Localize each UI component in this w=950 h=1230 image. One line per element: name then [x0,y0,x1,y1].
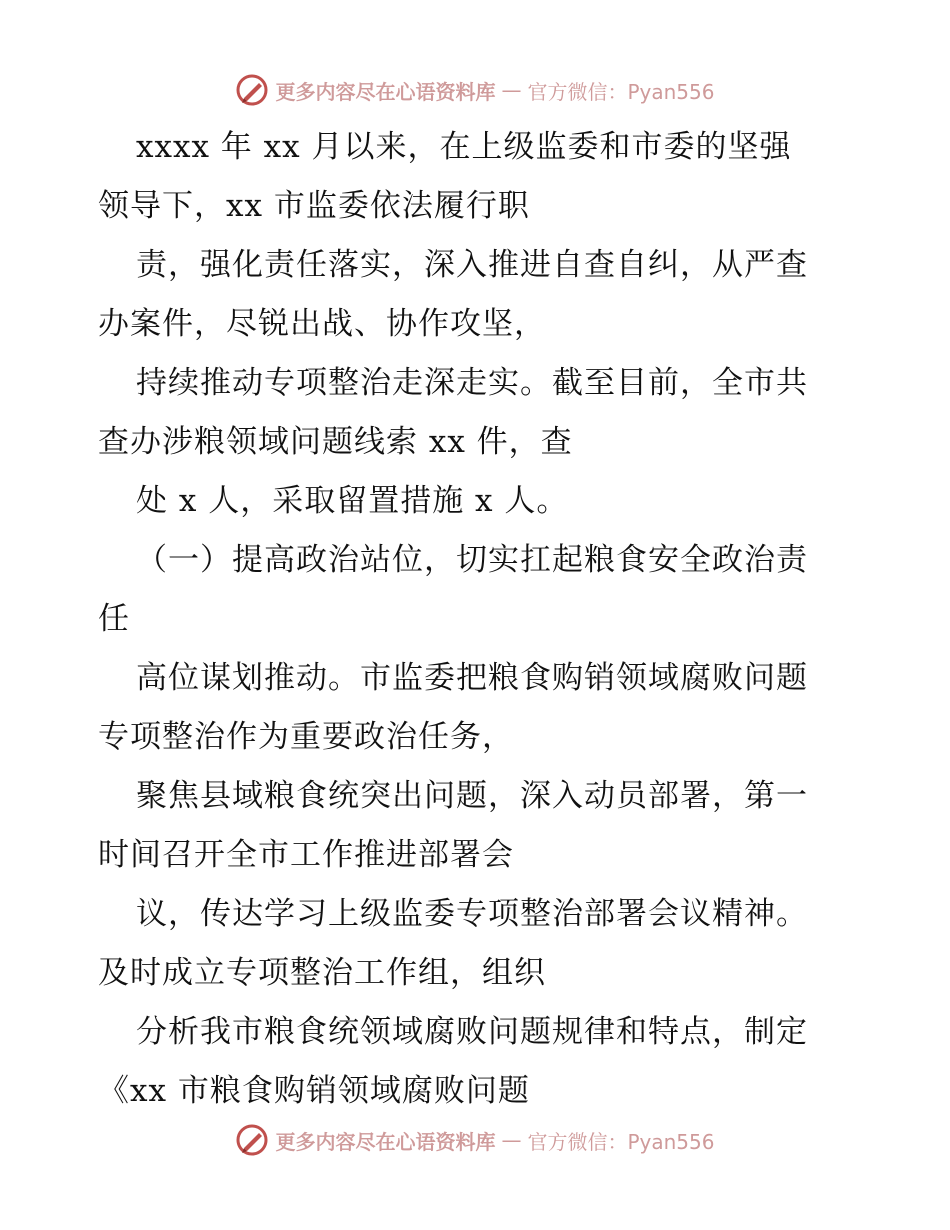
watermark-wechat-text: 官方微信：Pyan556 [527,79,715,104]
paragraph-line: xxxx 年 xx 月以来，在上级监委和市委的坚强 [136,129,792,165]
header-watermark [0,70,950,110]
footer-watermark [0,1120,950,1160]
document-body [98,118,858,1121]
pen-logo-icon [235,73,269,107]
pen-logo-icon [235,1123,269,1157]
paragraph-line: 查办涉粮领域问题线索 xx 件，查 [98,424,573,460]
paragraph-line: 办案件，尽锐出战、协作攻坚， [98,306,546,342]
paragraph-line: 处 x 人，采取留置措施 x 人。 [136,483,569,519]
paragraph-line: 聚焦县域粮食统突出问题，深入动员部署，第一 [136,778,808,814]
paragraph-line: 专项整治作为重要政治任务， [98,719,514,755]
paragraph-line: 议，传达学习上级监委专项整治部署会议精神。 [136,896,808,932]
paragraph-line: 《xx 市粮食购销领域腐败问题 [98,1073,530,1109]
section-heading-line: （一）提高政治站位，切实扛起粮食安全政治责 [136,542,808,578]
paragraph-line: 时间召开全市工作推进部署会 [98,837,514,873]
watermark-wechat-text: 官方微信：Pyan556 [527,1129,715,1154]
paragraph-line: 领导下，xx 市监委依法履行职 [98,188,530,224]
watermark-dash: — [501,78,522,102]
paragraph-line: 持续推动专项整治走深走实。截至目前，全市共 [136,365,808,401]
watermark-site-text: 更多内容尽在心语资料库 [275,79,496,104]
section-heading-line: 任 [98,601,130,637]
paragraph-line: 分析我市粮食统领域腐败问题规律和特点，制定 [136,1014,808,1050]
paragraph-line: 责，强化责任落实，深入推进自查自纠，从严查 [136,247,808,283]
paragraph-line: 及时成立专项整治工作组，组织 [98,955,546,991]
paragraph-line: 高位谋划推动。市监委把粮食购销领域腐败问题 [136,660,808,696]
watermark-dash: — [501,1128,522,1152]
watermark-site-text: 更多内容尽在心语资料库 [275,1129,496,1154]
